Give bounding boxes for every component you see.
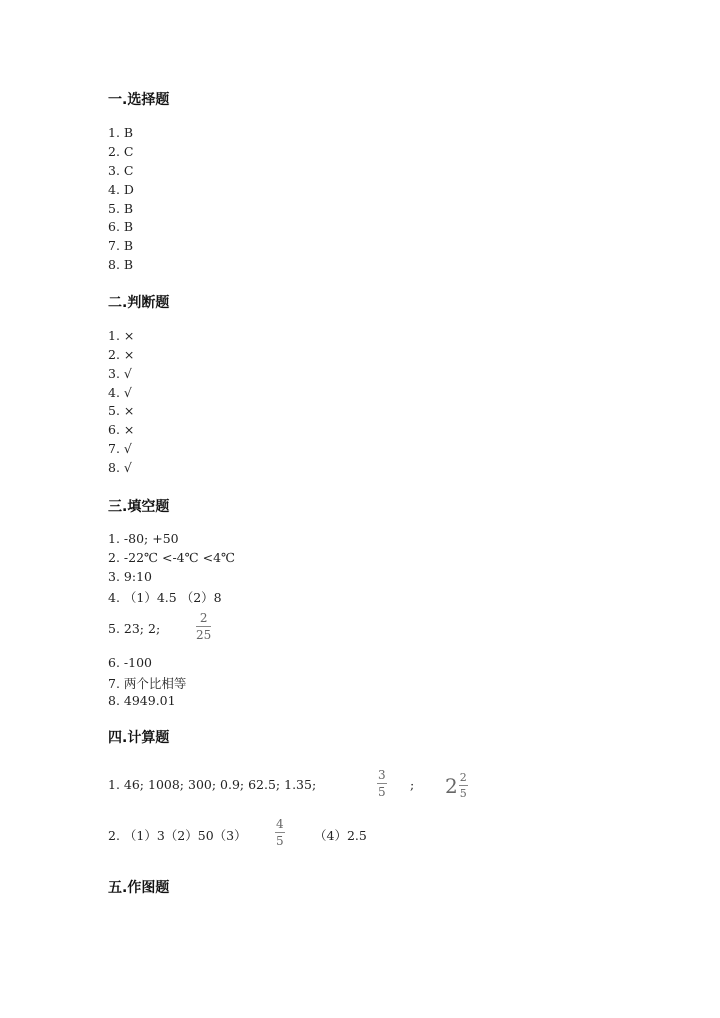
list-item: 3. 9:10 xyxy=(108,569,152,584)
section-heading-drawing: 五.作图题 xyxy=(108,880,170,896)
section-heading-choice: 一.选择题 xyxy=(108,92,170,108)
list-item: 8. 4949.01 xyxy=(108,693,176,708)
section-heading-judgement: 二.判断题 xyxy=(108,295,170,311)
list-item: 7. B xyxy=(108,238,134,253)
separator: ; xyxy=(410,777,415,792)
fraction-denominator: 25 xyxy=(196,628,212,642)
list-item: 1. B xyxy=(108,125,134,140)
mixed-number-whole: 2 xyxy=(445,773,458,798)
fraction-numerator: 2 xyxy=(199,611,208,625)
list-item: 6. × xyxy=(108,422,135,437)
list-item: 1. 46; 1008; 300; 0.9; 62.5; 1.35; xyxy=(108,777,317,792)
list-item: 5. B xyxy=(108,201,134,216)
fraction-numerator: 3 xyxy=(378,768,386,782)
mixed-number xyxy=(445,772,468,799)
section-heading-fill-blank: 三.填空题 xyxy=(108,499,170,515)
fraction xyxy=(196,612,211,641)
list-item: 7. 两个比相等 xyxy=(108,676,187,691)
list-item: 5. × xyxy=(108,403,135,418)
list-item: 3. C xyxy=(108,163,134,178)
list-item: 4. D xyxy=(108,182,134,197)
list-item: 3. √ xyxy=(108,366,132,381)
list-item: 2. -22℃ <-4℃ <4℃ xyxy=(108,550,236,565)
list-item: 2. C xyxy=(108,144,134,159)
list-item: 6. B xyxy=(108,219,134,234)
fraction xyxy=(275,818,285,847)
list-item: 5. 23; 2; xyxy=(108,621,161,636)
list-item: 1. -80; +50 xyxy=(108,531,179,546)
fraction-denominator: 5 xyxy=(459,787,467,800)
list-item: 6. -100 xyxy=(108,655,152,670)
list-item: 7. √ xyxy=(108,441,132,456)
list-item: 4. √ xyxy=(108,385,132,400)
fraction-numerator: 4 xyxy=(276,817,284,831)
list-item: 2. × xyxy=(108,347,135,362)
fraction-numerator: 2 xyxy=(459,771,467,784)
list-item: 8. √ xyxy=(108,460,132,475)
list-item: 4. （1）4.5 （2）8 xyxy=(108,590,222,605)
section-heading-calculation: 四.计算题 xyxy=(108,730,170,746)
list-item-tail: （4）2.5 xyxy=(314,828,367,843)
list-item: 8. B xyxy=(108,257,134,272)
list-item: 2. （1）3（2）50（3） xyxy=(108,828,247,843)
fraction xyxy=(459,772,468,799)
fraction-denominator: 5 xyxy=(378,785,386,799)
fraction xyxy=(377,769,387,798)
list-item: 1. × xyxy=(108,328,135,343)
fraction-denominator: 5 xyxy=(276,834,284,848)
